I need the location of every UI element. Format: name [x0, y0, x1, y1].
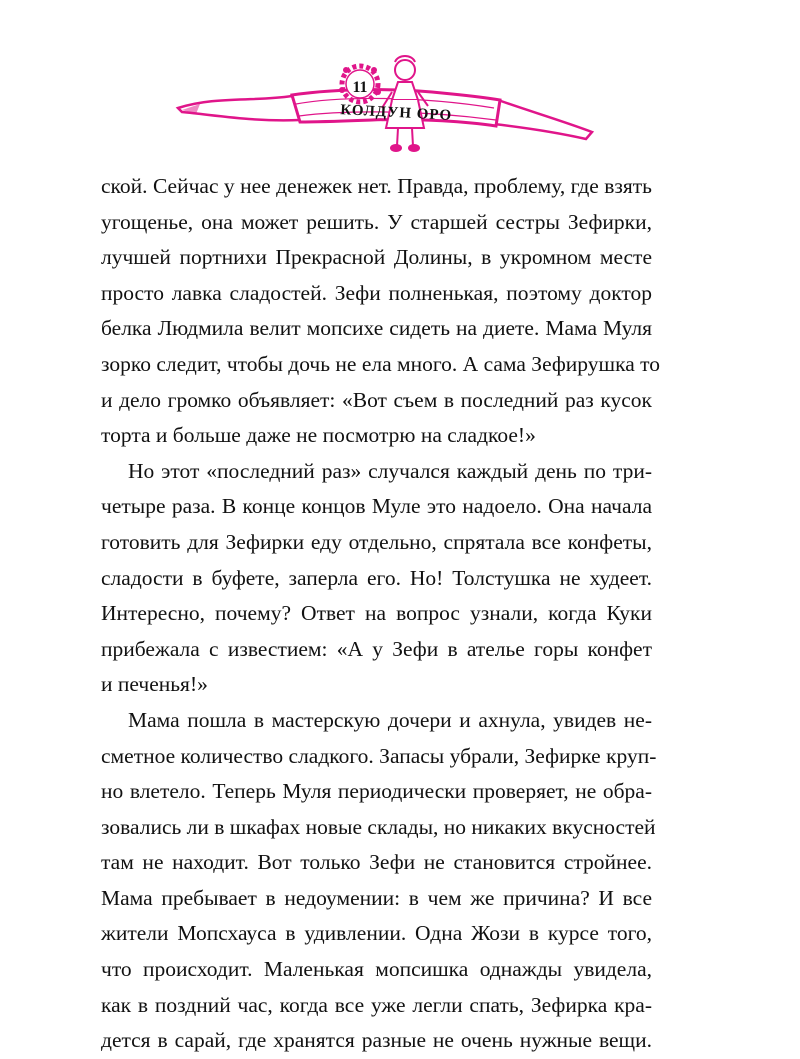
page-number: 11: [352, 79, 368, 96]
text-line: что происходит. Маленькая мопсишка однажды увидела,: [101, 957, 652, 982]
text-line: зовались ли в шкафах новые склады, но никаких вкусностей: [101, 814, 656, 839]
text-line: Интересно, почему? Ответ на вопрос узнали, когда Куки: [101, 601, 652, 626]
text-line: ской. Сейчас у нее денежек нет. Правда, проблему, где взять: [101, 174, 652, 198]
text-line: но влетело. Теперь Муля периодически проверяет, не обра-: [101, 779, 652, 804]
text-line: готовить для Зефирки еду отдельно, спрятала все конфеты,: [101, 529, 652, 554]
text-line: сметное количество сладкого. Запасы убрали, Зефирке круп-: [101, 743, 657, 768]
body-text: [101, 169, 660, 1059]
text-line: угощенье, она может решить. У старшей сестры Зефирки,: [101, 209, 652, 234]
text-line: сладости в буфете, заперла его. Но! Толстушка не худеет.: [101, 565, 652, 590]
paragraph: [101, 454, 652, 703]
text-line: лучшей портнихи Прекрасной Долины, в укромном месте: [101, 245, 652, 270]
text-line: дется в сарай, где хранятся разные не очень нужные вещи.: [101, 1028, 652, 1053]
text-line: торта и больше даже не посмотрю на сладкое!»: [101, 423, 536, 448]
chapter-title: КОЛДУН ОРО: [339, 102, 453, 124]
text-line: просто лавка сладостей. Зефи полненькая, поэтому доктор: [101, 280, 652, 305]
ribbon-ornament: [0, 0, 800, 180]
paragraph: [101, 169, 660, 454]
text-line: четыре раза. В конце концов Муле это надоело. Она начала: [101, 494, 652, 519]
text-line: и дело громко объявляет: «Вот съем в последний раз кусок: [101, 387, 652, 412]
text-line: Мама пребывает в недоумении: в чем же причина? И все: [101, 885, 652, 910]
text-line: как в поздний час, когда все уже легли спать, Зефирка кра-: [101, 992, 652, 1017]
text-line: жители Мопсхауса в удивлении. Одна Жози в курсе того,: [101, 921, 652, 946]
paragraph: [101, 703, 657, 1059]
text-line: там не находит. Вот только Зефи не становится стройнее.: [101, 850, 652, 875]
text-line: белка Людмила велит мопсихе сидеть на диете. Мама Муля: [101, 316, 652, 341]
text-line: прибежала с известием: «А у Зефи в ателье горы конфет: [101, 636, 652, 661]
chapter-header: [0, 0, 800, 180]
text-line: зорко следит, чтобы дочь не ела много. А сама Зефирушка то: [101, 351, 660, 376]
text-line: и печенья!»: [101, 672, 208, 697]
text-line: Мама пошла в мастерскую дочери и ахнула, увидев не-: [128, 707, 652, 732]
text-line: Но этот «последний раз» случался каждый день по три-: [128, 458, 652, 483]
